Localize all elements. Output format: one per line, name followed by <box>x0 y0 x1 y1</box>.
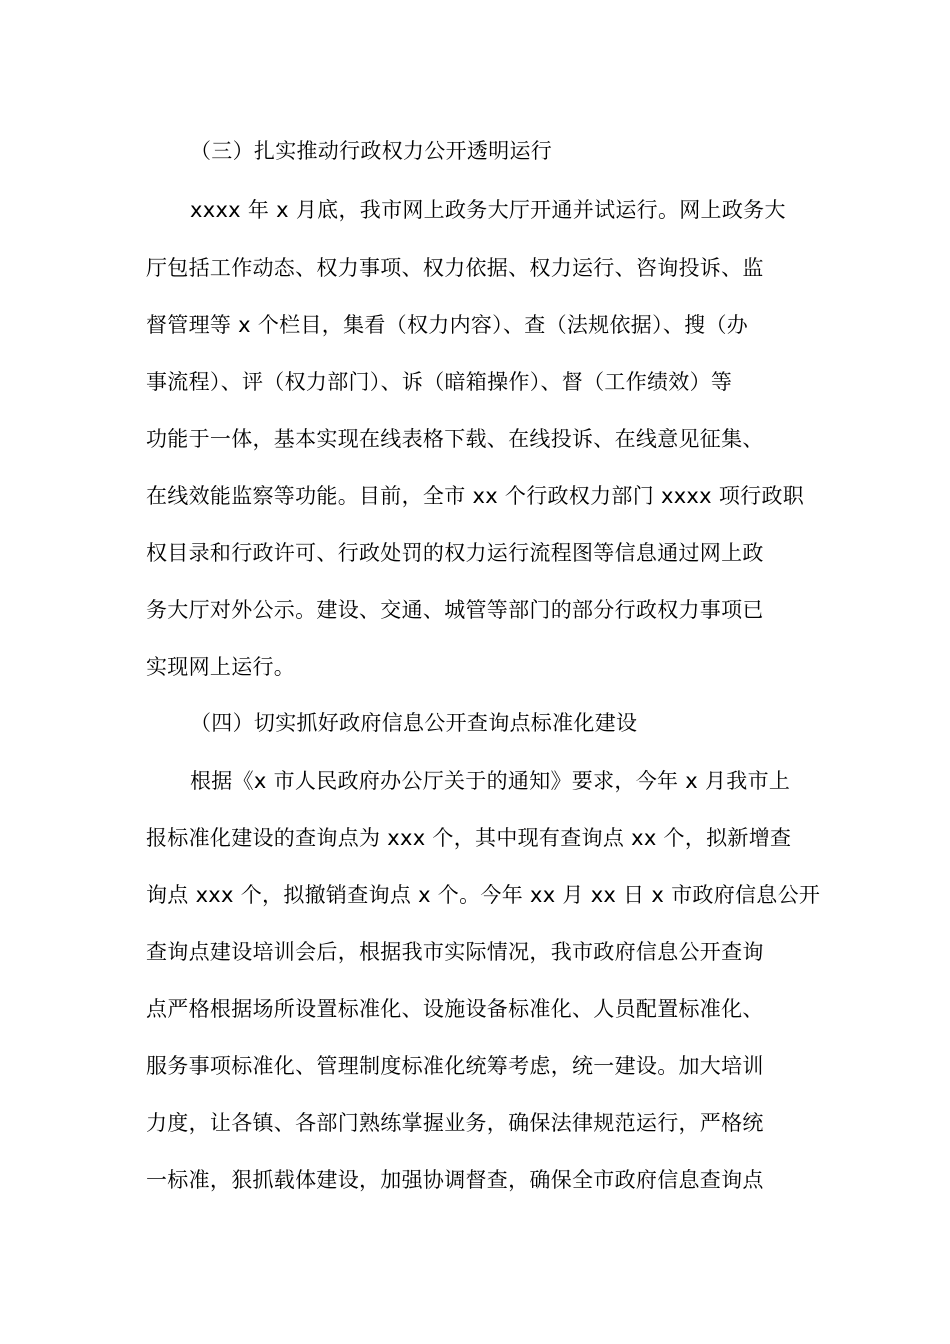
paragraph-line: 查询点建设培训会后，根据我市实际情况，我市政府信息公开查询 <box>146 940 764 964</box>
paragraph-line: 功能于一体，基本实现在线表格下载、在线投诉、在线意见征集、 <box>146 427 764 451</box>
section-heading-3: （三）扎实推动行政权力公开透明运行 <box>190 139 553 163</box>
paragraph-line: 一标准，狠抓载体建设，加强协调督查，确保全市政府信息查询点 <box>146 1168 764 1192</box>
paragraph-line: 点严格根据场所设置标准化、设施设备标准化、人员配置标准化、 <box>146 997 764 1021</box>
paragraph-line: 督管理等 x 个栏目，集看（权力内容）、查（法规依据）、搜（办 <box>146 313 749 337</box>
paragraph-line: 务大厅对外公示。建设、交通、城管等部门的部分行政权力事项已 <box>146 598 764 622</box>
paragraph-line: 实现网上运行。 <box>146 655 296 679</box>
paragraph-line: 厅包括工作动态、权力事项、权力依据、权力运行、咨询投诉、监 <box>146 256 764 280</box>
paragraph-line: 服务事项标准化、管理制度标准化统筹考虑，统一建设。加大培训 <box>146 1054 764 1078</box>
paragraph-line: 在线效能监察等功能。目前，全市 xx 个行政权力部门 xxxx 项行政职 <box>146 484 805 508</box>
paragraph-line: 报标准化建设的查询点为 xxx 个，其中现有查询点 xx 个，拟新增查 <box>146 826 792 850</box>
paragraph-line: 事流程）、评（权力部门）、诉（暗箱操作）、督（工作绩效）等 <box>146 370 733 394</box>
paragraph-line: 权目录和行政许可、行政处罚的权力运行流程图等信息通过网上政 <box>146 541 764 565</box>
paragraph-line: xxxx 年 x 月底，我市网上政务大厅开通并试运行。网上政务大 <box>190 198 786 222</box>
paragraph-line: 力度，让各镇、各部门熟练掌握业务，确保法律规范运行，严格统 <box>146 1111 764 1135</box>
paragraph-line: 根据《x 市人民政府办公厅关于的通知》要求，今年 x 月我市上 <box>190 769 791 793</box>
paragraph-line: 询点 xxx 个，拟撤销查询点 x 个。今年 xx 月 xx 日 x 市政府信息公开 <box>146 883 821 907</box>
section-heading-4: （四）切实抓好政府信息公开查询点标准化建设 <box>190 711 638 735</box>
